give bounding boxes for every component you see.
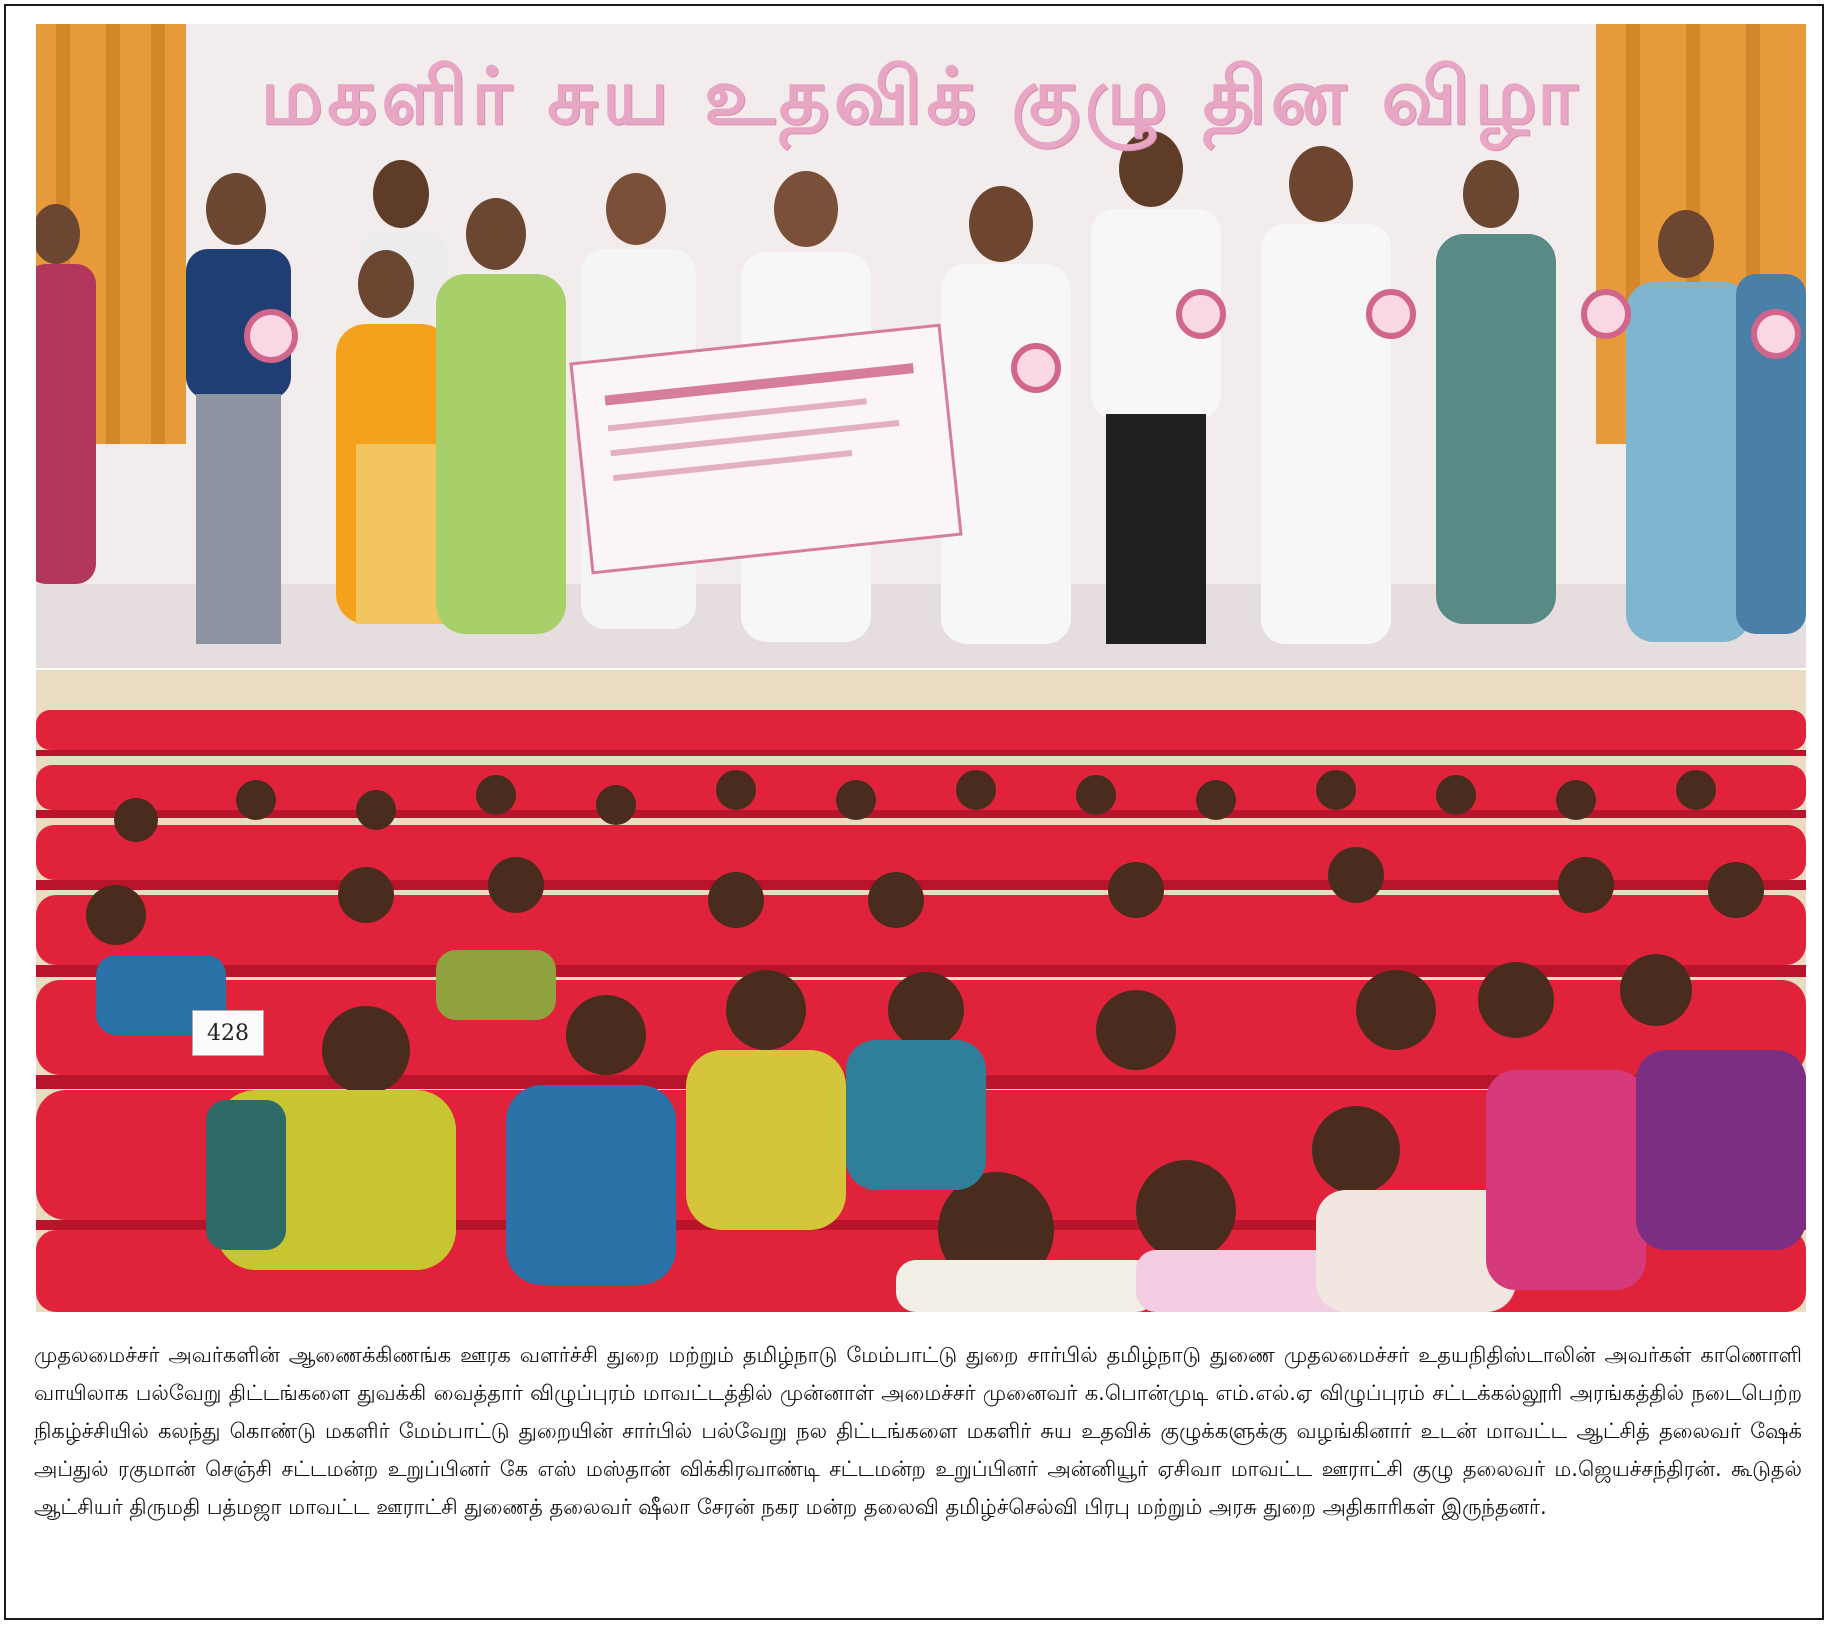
audience-photo bbox=[36, 670, 1806, 1312]
stage-event-photo bbox=[36, 24, 1806, 668]
news-caption bbox=[26, 1336, 1802, 1606]
cheque-board bbox=[571, 325, 961, 573]
caption-paragraph: முதலமைச்சர் அவர்களின் ஆணைக்கிணங்க ஊரக வளர்ச்சி துறை மற்றும் தமிழ்நாடு மேம்பாட்டு துறை சார்பில் தமிழ்நாடு துணை முதலமைச்சர் உதயநிதிஸ்டாலின் அவர்கள் காணொளி வாயிலாக பல்வேறு திட்டங்களை துவக்கி வைத்தார் விழுப்புரம் மாவட்டத்தில் முன்னாள் அமைச்சர் முனைவர் க.பொன்முடி எம்.எல்.ஏ விழுப்புரம் சட்டக்கல்லூரி அரங்கத்தில் நடைபெற்ற நிகழ்ச்சியில் கலந்து கொண்டு மகளிர் மேம்பாட்டு துறையின் சார்பில் பல்வேறு நல திட்டங்களை மகளிர் சுய உதவிக் குழுக்களுக்கு வழங்கினார் உடன் மாவட்ட ஆட்சித் தலைவர் ஷேக் அப்துல் ரகுமான் செஞ்சி சட்டமன்ற உறுப்பினர் கே எஸ் மஸ்தான் விக்கிரவாண்டி சட்டமன்ற உறுப்பினர் அன்னியூர் ஏசிவா மாவட்ட ஊராட்சி குழு தலைவர் ம.ஜெயச்சந்திரன். கூடுதல் ஆட்சியர் திருமதி பத்மஜா மாவட்ட ஊராட்சி துணைத் தலைவர் ஷீலா சேரன் நகர மன்ற தலைவி தமிழ்ச்செல்வி பிரபு மற்றும் அரசு துறை அதிகாரிகள் இருந்தனர். bbox=[34, 1343, 1802, 1519]
newspaper-clipping bbox=[4, 4, 1824, 1620]
audience-illustration bbox=[36, 670, 1806, 1312]
event-banner-text: மகளிர் சுய உதவிக் குழு தின விழா bbox=[260, 52, 1582, 142]
seat-number-tag: 428 bbox=[192, 1010, 264, 1056]
